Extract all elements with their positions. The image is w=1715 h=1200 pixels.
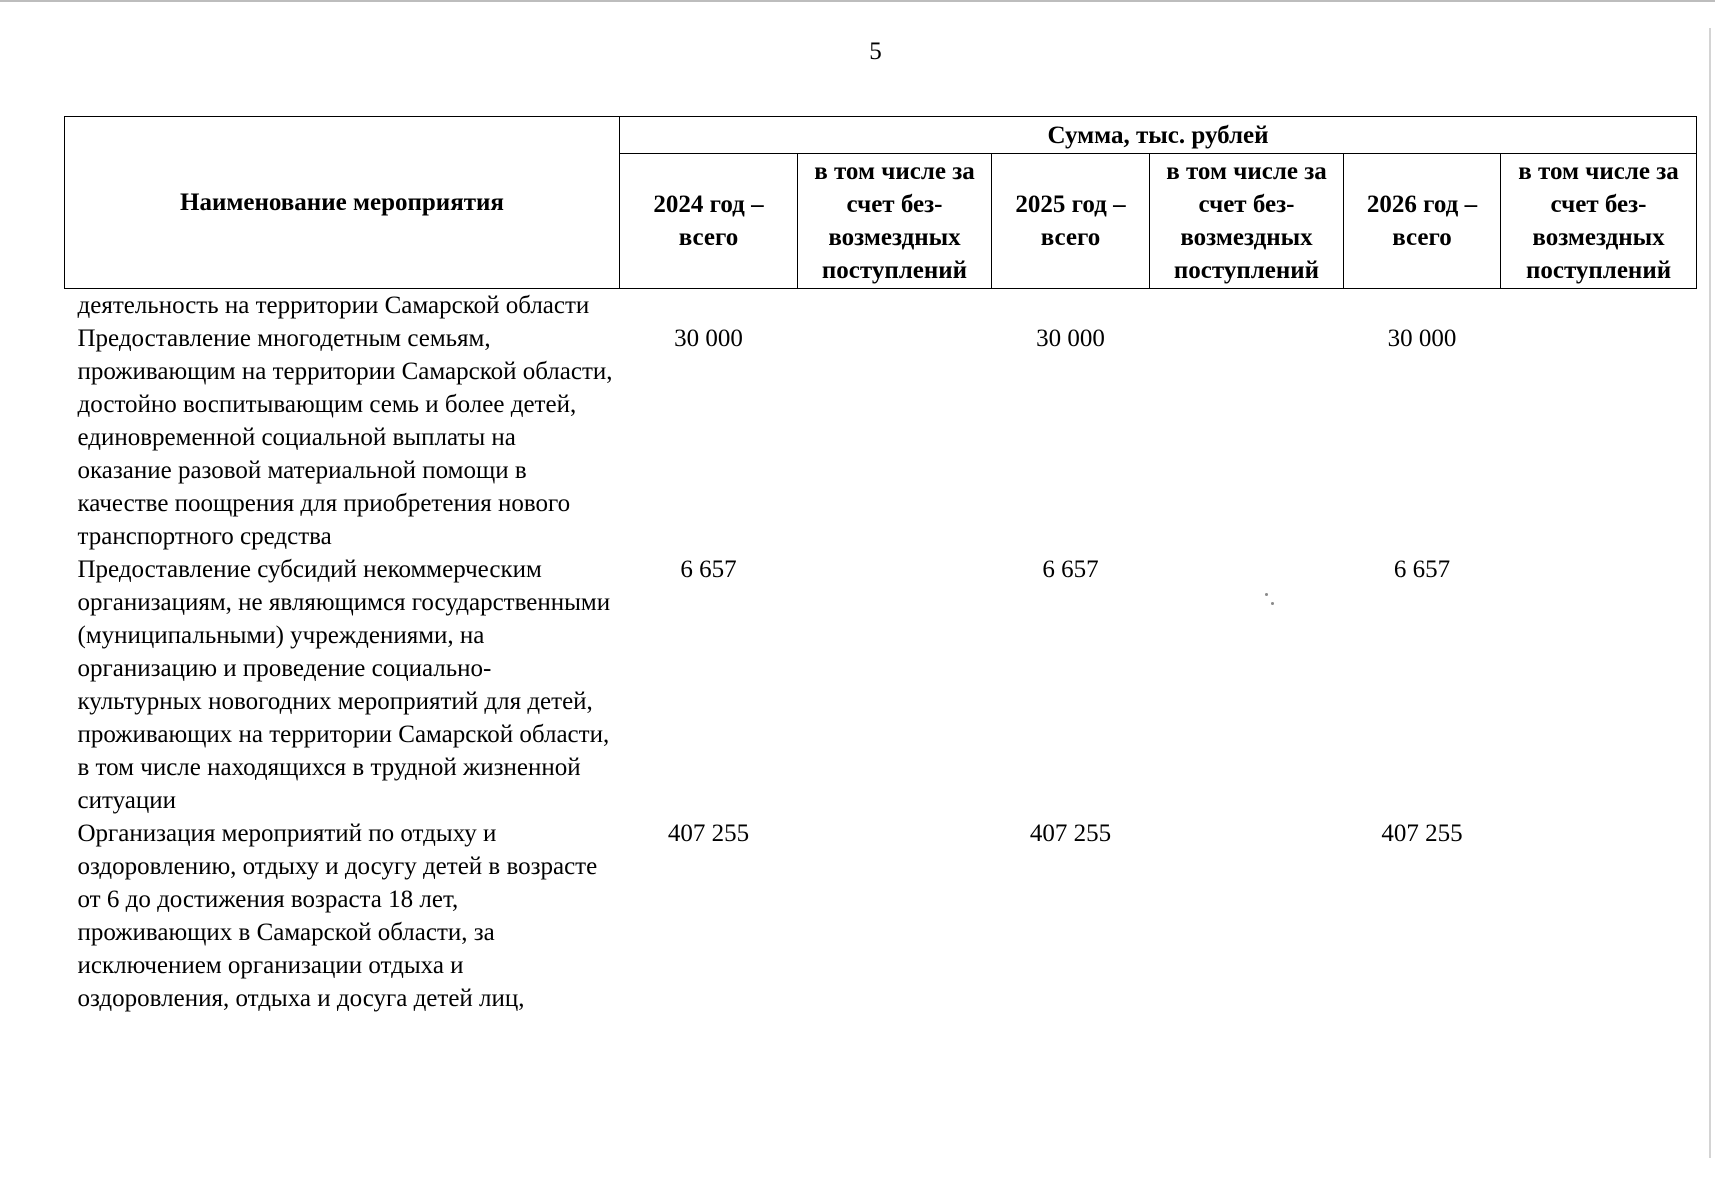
header-2025-grants: в том числе за счет без-возмездных поступлений xyxy=(1150,154,1344,289)
table-header-row-top xyxy=(65,117,1697,154)
header-2025-total: 2025 год – всего xyxy=(992,154,1150,289)
table-row xyxy=(65,322,1697,553)
cell-2025-grants xyxy=(1150,553,1344,817)
scan-edge-right xyxy=(1709,28,1711,1158)
cell-2025-total: 30 000 xyxy=(1036,325,1105,352)
cell-2025-grants xyxy=(1150,817,1344,1015)
budget-table xyxy=(64,116,1697,1015)
cell-2024-grants xyxy=(798,322,992,553)
cell-2025-grants xyxy=(1150,322,1344,553)
cell-2026-total xyxy=(1344,289,1501,323)
row-name: Предоставление субсидий некоммерческим организациям, не являющимся государственными (муниципальными) учреждениями, на организацию и проведение социально-культурных новогодних мероприятий для детей, проживающих на территории Самарской области, в том числе находящихся в трудной жизненной ситуации xyxy=(77,556,611,814)
row-name: деятельность на территории Самарской области xyxy=(77,292,590,319)
cell-2026-grants xyxy=(1501,322,1697,553)
cell-2024-total: 30 000 xyxy=(674,325,743,352)
cell-2024-total: 407 255 xyxy=(667,820,750,847)
cell-2025-total: 407 255 xyxy=(1029,820,1112,847)
cell-2026-total: 30 000 xyxy=(1387,325,1457,352)
header-name-column: Наименование мероприятия xyxy=(65,117,620,289)
cell-2025-total xyxy=(992,289,1150,323)
cell-2024-grants xyxy=(798,553,992,817)
header-sum-group: Сумма, тыс. рублей xyxy=(620,117,1697,154)
header-2026-total: 2026 год – всего xyxy=(1344,154,1501,289)
cell-2026-total: 407 255 xyxy=(1381,820,1463,847)
header-2024-total: 2024 год – всего xyxy=(620,154,798,289)
cell-2026-grants xyxy=(1501,289,1697,323)
table-row xyxy=(65,817,1697,1015)
header-2026-grants: в том числе за счет без-возмездных поступлений xyxy=(1501,154,1697,289)
cell-2026-grants xyxy=(1501,553,1697,817)
cell-2026-grants xyxy=(1501,817,1697,1015)
scan-speck xyxy=(1271,602,1274,605)
header-2024-grants: в том числе за счет без-возмездных поступлений xyxy=(798,154,992,289)
cell-2024-grants xyxy=(798,289,992,323)
cell-2024-grants xyxy=(798,817,992,1015)
row-name: Организация мероприятий по отдыху и оздоровлению, отдыху и досугу детей в возрасте от 6 до достижения возраста 18 лет, проживающих в Самарской области, за исключением организации отдыха и оздоровления, отдыха и досуга детей лиц, xyxy=(77,820,598,1012)
row-name: Предоставление многодетным семьям, проживающим на территории Самарской области, достойно воспитывающим семь и более детей, единовременной социальной выплаты на оказание разовой материальной помощи в качестве поощрения для приобретения нового транспортного средства xyxy=(77,325,613,550)
cell-2025-total: 6 657 xyxy=(1042,556,1099,583)
cell-2025-grants xyxy=(1150,289,1344,323)
cell-2026-total: 6 657 xyxy=(1393,556,1451,583)
cell-2024-total: 6 657 xyxy=(680,556,737,583)
table-row xyxy=(65,289,1697,323)
cell-2024-total xyxy=(620,289,798,323)
table-row xyxy=(65,553,1697,817)
scan-speck xyxy=(1265,593,1268,596)
page-number: 5 xyxy=(869,38,882,65)
scan-edge-top xyxy=(0,0,1715,2)
